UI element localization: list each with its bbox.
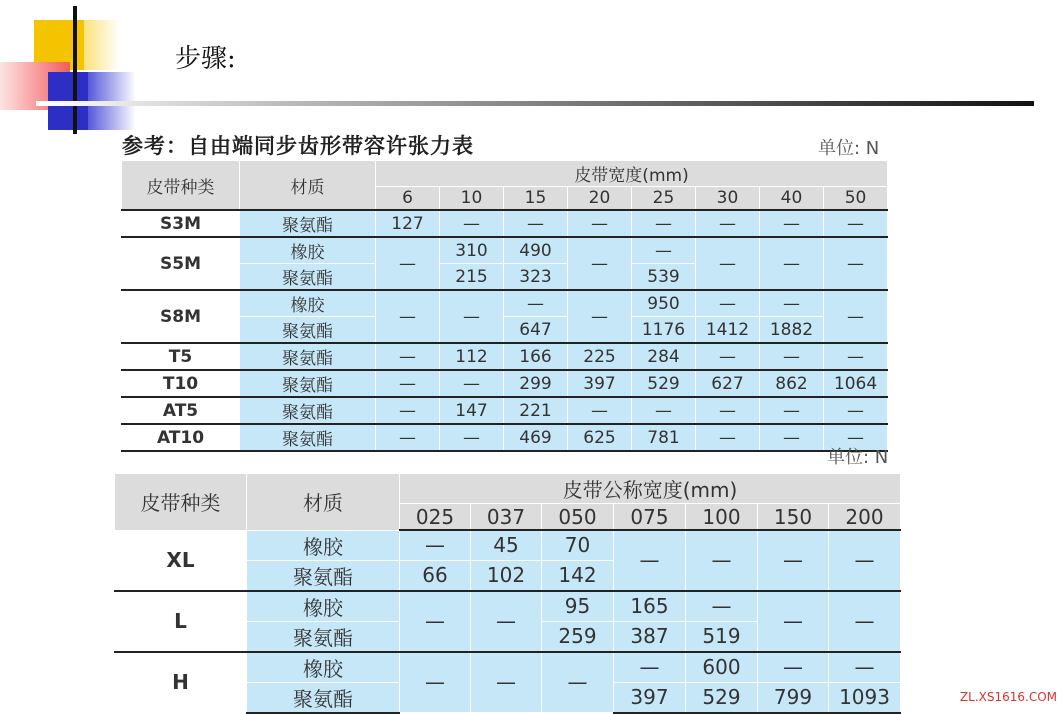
value-cell: — [696, 210, 760, 237]
belt-type-cell: XL [115, 530, 247, 591]
value-cell: — [824, 397, 888, 424]
width-header-cell: 150 [758, 504, 829, 531]
value-cell: 284 [632, 343, 696, 370]
value-cell: — [568, 397, 632, 424]
value-cell: 1176 [632, 317, 696, 344]
value-cell: 165 [614, 591, 686, 622]
value-cell: — [376, 290, 440, 343]
material-cell: 橡胶 [247, 652, 400, 683]
value-cell: — [376, 343, 440, 370]
value-cell: — [758, 652, 829, 683]
belt-type-cell: AT10 [122, 424, 240, 451]
value-cell: — [824, 210, 888, 237]
value-cell: — [760, 343, 824, 370]
width-header-cell: 200 [829, 504, 901, 531]
value-cell: — [400, 652, 471, 713]
value-cell: 45 [471, 530, 542, 560]
value-cell: — [471, 652, 542, 713]
header-belt-nominal-width: 皮带公称宽度(mm) [400, 474, 901, 504]
value-cell: — [400, 530, 471, 560]
value-cell: 600 [686, 652, 758, 683]
value-cell: — [471, 591, 542, 652]
material-cell: 橡胶 [247, 530, 400, 560]
value-cell: 225 [568, 343, 632, 370]
header-belt-width: 皮带宽度(mm) [376, 161, 888, 187]
value-cell: — [824, 343, 888, 370]
value-cell: — [400, 591, 471, 652]
value-cell: — [440, 424, 504, 451]
value-cell: — [758, 591, 829, 652]
material-cell: 聚氨酯 [240, 210, 376, 237]
value-cell: — [632, 237, 696, 264]
material-cell: 聚氨酯 [247, 682, 400, 713]
value-cell: — [829, 591, 901, 652]
value-cell: 397 [614, 682, 686, 713]
value-cell: — [376, 237, 440, 290]
width-header-cell: 15 [504, 187, 568, 211]
value-cell: 259 [542, 621, 614, 652]
value-cell: 323 [504, 264, 568, 291]
value-cell: 95 [542, 591, 614, 622]
material-cell: 聚氨酯 [240, 343, 376, 370]
value-cell: 166 [504, 343, 568, 370]
value-cell: — [614, 530, 686, 591]
value-cell: 625 [568, 424, 632, 451]
value-cell: 387 [614, 621, 686, 652]
value-cell: — [686, 591, 758, 622]
value-cell: 529 [632, 370, 696, 397]
value-cell: — [542, 652, 614, 713]
material-cell: 聚氨酯 [240, 264, 376, 291]
header-belt-type: 皮带种类 [122, 161, 240, 211]
value-cell: — [440, 370, 504, 397]
width-header-cell: 50 [824, 187, 888, 211]
value-cell: — [696, 237, 760, 290]
material-cell: 聚氨酯 [247, 621, 400, 652]
belt-type-cell: AT5 [122, 397, 240, 424]
value-cell: — [696, 397, 760, 424]
value-cell: — [696, 290, 760, 317]
slide-title: 步骤: [175, 44, 236, 74]
unit-label-table1: 单位: N [818, 138, 880, 159]
value-cell: 490 [504, 237, 568, 264]
value-cell: 627 [696, 370, 760, 397]
header-belt-type: 皮带种类 [115, 474, 247, 531]
value-cell: 539 [632, 264, 696, 291]
value-cell: — [614, 652, 686, 683]
width-header-cell: 025 [400, 504, 471, 531]
watermark: ZL.XS1616.COM [959, 690, 1057, 704]
value-cell: — [824, 424, 888, 451]
belt-type-cell: S5M [122, 237, 240, 290]
value-cell: — [504, 210, 568, 237]
width-header-cell: 30 [696, 187, 760, 211]
header-material: 材质 [240, 161, 376, 211]
value-cell: — [568, 237, 632, 290]
value-cell: — [824, 237, 888, 290]
title-underline [36, 101, 1034, 106]
width-header-cell: 10 [440, 187, 504, 211]
belt-type-cell: S3M [122, 210, 240, 237]
decor-yellow-fade [84, 20, 120, 70]
value-cell: 519 [686, 621, 758, 652]
belt-type-cell: S8M [122, 290, 240, 343]
width-header-cell: 40 [760, 187, 824, 211]
width-header-cell: 100 [686, 504, 758, 531]
belt-type-cell: H [115, 652, 247, 713]
value-cell: 950 [632, 290, 696, 317]
value-cell: 1064 [824, 370, 888, 397]
material-cell: 橡胶 [240, 237, 376, 264]
material-cell: 聚氨酯 [247, 560, 400, 591]
value-cell: 142 [542, 560, 614, 591]
value-cell: 299 [504, 370, 568, 397]
decor-vertical-line [73, 6, 77, 134]
value-cell: 1093 [829, 682, 901, 713]
unit-label-table2: 单位: N [827, 447, 889, 468]
tension-table-imperial [114, 473, 901, 714]
value-cell: — [440, 210, 504, 237]
belt-type-cell: T5 [122, 343, 240, 370]
value-cell: 397 [568, 370, 632, 397]
width-header-cell: 037 [471, 504, 542, 531]
value-cell: — [568, 290, 632, 343]
value-cell: 215 [440, 264, 504, 291]
value-cell: — [758, 530, 829, 591]
width-header-cell: 6 [376, 187, 440, 211]
material-cell: 橡胶 [240, 290, 376, 317]
value-cell: — [760, 237, 824, 290]
belt-type-cell: T10 [122, 370, 240, 397]
value-cell: — [696, 424, 760, 451]
material-cell: 聚氨酯 [240, 370, 376, 397]
material-cell: 聚氨酯 [240, 424, 376, 451]
value-cell: 147 [440, 397, 504, 424]
value-cell: 112 [440, 343, 504, 370]
value-cell: — [696, 343, 760, 370]
width-header-cell: 075 [614, 504, 686, 531]
value-cell: 221 [504, 397, 568, 424]
belt-type-cell: L [115, 591, 247, 652]
value-cell: — [760, 397, 824, 424]
value-cell: — [632, 397, 696, 424]
value-cell: 70 [542, 530, 614, 560]
material-cell: 橡胶 [247, 591, 400, 622]
value-cell: 647 [504, 317, 568, 344]
width-header-cell: 050 [542, 504, 614, 531]
value-cell: — [760, 424, 824, 451]
value-cell: — [504, 290, 568, 317]
tension-table-metric [121, 160, 888, 452]
value-cell: — [440, 290, 504, 343]
value-cell: 862 [760, 370, 824, 397]
value-cell: — [568, 210, 632, 237]
width-header-cell: 25 [632, 187, 696, 211]
value-cell: — [824, 290, 888, 343]
value-cell: 1412 [696, 317, 760, 344]
value-cell: 1882 [760, 317, 824, 344]
value-cell: 66 [400, 560, 471, 591]
value-cell: 469 [504, 424, 568, 451]
value-cell: 127 [376, 210, 440, 237]
header-material: 材质 [247, 474, 400, 531]
value-cell: — [829, 530, 901, 591]
value-cell: — [760, 210, 824, 237]
value-cell: — [760, 290, 824, 317]
value-cell: — [376, 424, 440, 451]
value-cell: 799 [758, 682, 829, 713]
material-cell: 聚氨酯 [240, 317, 376, 344]
material-cell: 聚氨酯 [240, 397, 376, 424]
value-cell: — [376, 397, 440, 424]
value-cell: — [376, 370, 440, 397]
value-cell: — [829, 652, 901, 683]
width-header-cell: 20 [568, 187, 632, 211]
reference-table-title: 参考：自由端同步齿形带容许张力表 [122, 134, 474, 158]
value-cell: 310 [440, 237, 504, 264]
value-cell: 102 [471, 560, 542, 591]
value-cell: — [686, 530, 758, 591]
value-cell: 529 [686, 682, 758, 713]
value-cell: — [632, 210, 696, 237]
value-cell: 781 [632, 424, 696, 451]
